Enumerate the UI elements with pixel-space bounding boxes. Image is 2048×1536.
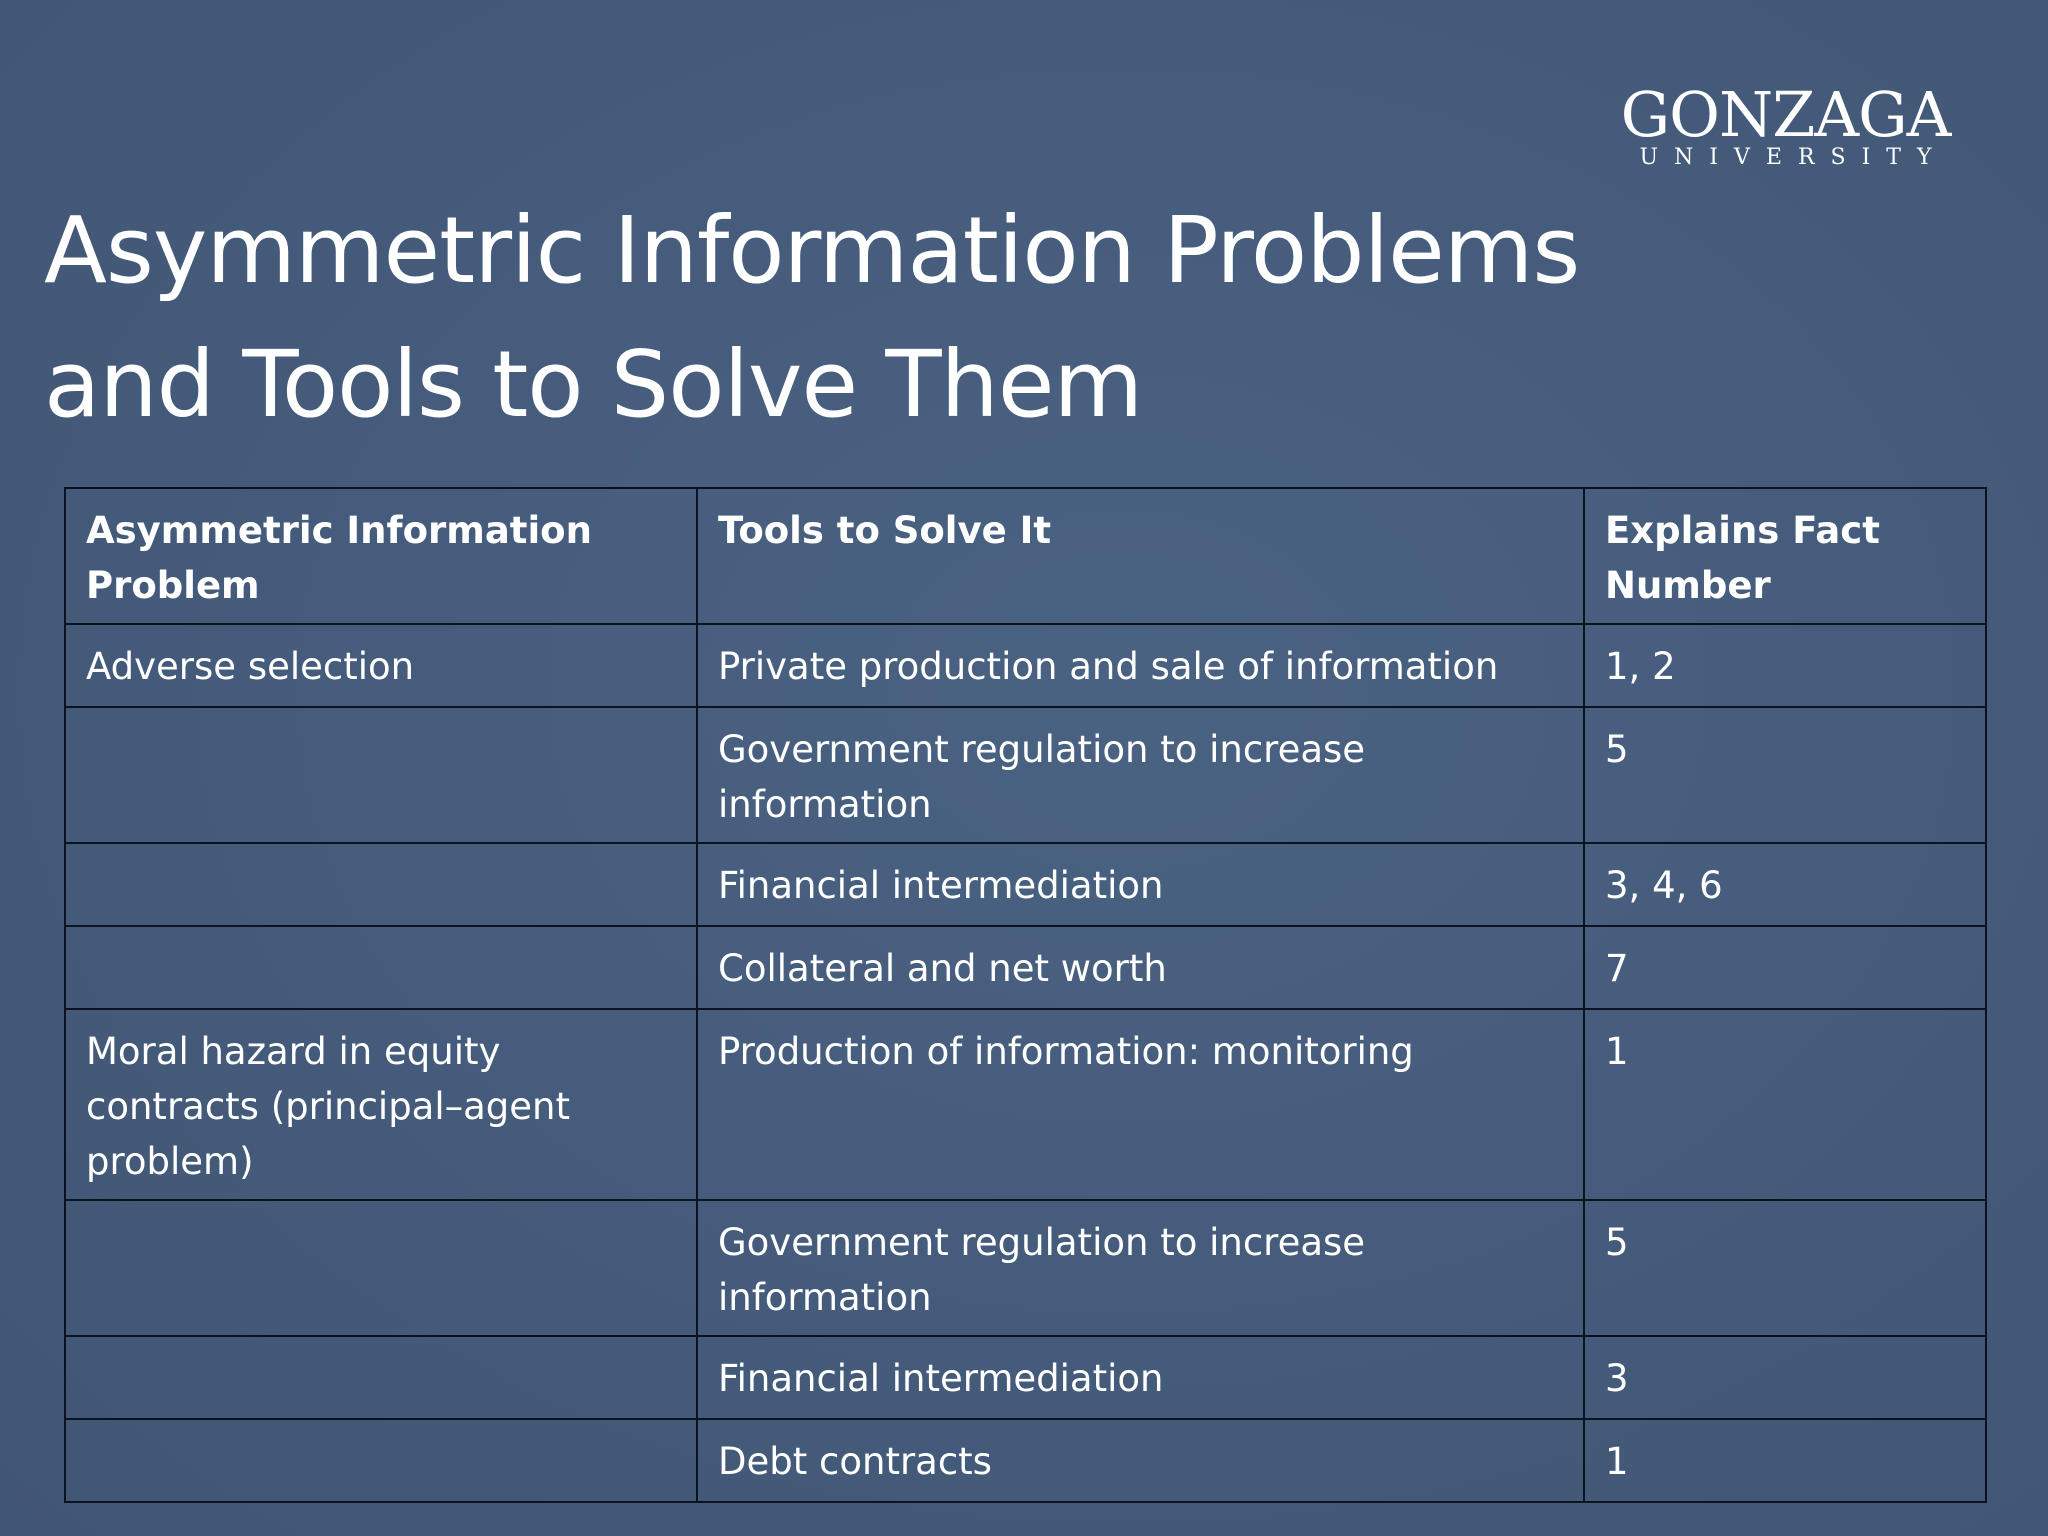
cell-problem: Moral hazard in equity contracts (principal–agent problem) [65,1009,697,1200]
table-row [65,1009,1986,1200]
table-row [65,624,1986,707]
header-problem: Asymmetric Information Problem [65,488,697,624]
cell-problem [65,1419,697,1502]
cell-problem: Adverse selection [65,624,697,707]
table-header-row [65,488,1986,624]
logo-subtitle: UNIVERSITY [1639,145,1948,170]
cell-fact: 3, 4, 6 [1584,843,1986,926]
cell-tool: Government regulation to increase information [697,1200,1584,1336]
tools-table [64,487,1987,1503]
table-row [65,926,1986,1009]
cell-tool: Collateral and net worth [697,926,1584,1009]
table-row [65,1200,1986,1336]
cell-tool: Private production and sale of information [697,624,1584,707]
cell-fact: 1, 2 [1584,624,1986,707]
cell-problem [65,926,697,1009]
cell-tool: Financial intermediation [697,843,1584,926]
gonzaga-logo [1608,80,1963,170]
cell-problem [65,1200,697,1336]
cell-fact: 3 [1584,1336,1986,1419]
cell-fact: 5 [1584,707,1986,843]
slide-title [44,184,1604,452]
cell-problem [65,843,697,926]
slide-title-line-2: and Tools to Solve Them [44,331,1143,438]
cell-fact: 1 [1584,1009,1986,1200]
table-row [65,1419,1986,1502]
header-tools: Tools to Solve It [697,488,1584,624]
cell-tool: Financial intermediation [697,1336,1584,1419]
cell-tool: Debt contracts [697,1419,1584,1502]
cell-fact: 1 [1584,1419,1986,1502]
table-row [65,843,1986,926]
header-fact-number: Explains Fact Number [1584,488,1986,624]
logo-wordmark: GONZAGA [1620,78,1951,151]
cell-fact: 5 [1584,1200,1986,1336]
cell-fact: 7 [1584,926,1986,1009]
cell-problem [65,707,697,843]
table-row [65,707,1986,843]
cell-problem [65,1336,697,1419]
cell-tool: Production of information: monitoring [697,1009,1584,1200]
slide-title-line-1: Asymmetric Information Problems [44,197,1580,304]
cell-tool: Government regulation to increase information [697,707,1584,843]
table-row [65,1336,1986,1419]
